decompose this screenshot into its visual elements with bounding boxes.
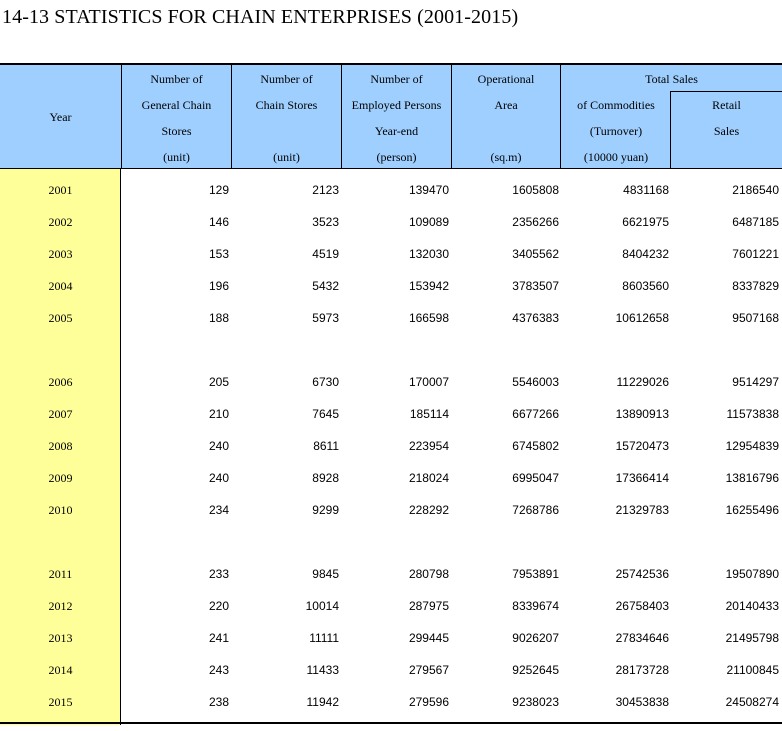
value-cell: 20140433 [725, 599, 779, 613]
value-cell: 25742536 [615, 567, 669, 581]
value-cell: 3405562 [512, 247, 559, 261]
value-cell: 299445 [408, 631, 449, 645]
header-text: Number of [150, 72, 203, 86]
header-general-chain-stores [122, 65, 232, 169]
value-cell: 241 [208, 631, 229, 645]
value-cell: 243 [208, 663, 229, 677]
value-cell: 139470 [408, 183, 449, 197]
value-cell: 153942 [408, 279, 449, 293]
value-cell: 17366414 [615, 471, 669, 485]
header-text: Number of [370, 72, 423, 86]
value-cell: 9026207 [512, 631, 559, 645]
value-cell: 9299 [312, 503, 339, 517]
value-cell: 6730 [312, 375, 339, 389]
value-cell: 13890913 [615, 407, 669, 421]
header-year [0, 65, 122, 169]
value-cell: 223954 [408, 439, 449, 453]
year-cell: 2004 [48, 279, 73, 293]
header-unit: (unit) [163, 150, 190, 164]
value-cell: 185114 [409, 407, 449, 421]
table-bottom-rule [0, 722, 782, 724]
value-cell: 21329783 [615, 503, 669, 517]
year-cell: 2015 [48, 695, 73, 709]
year-cell: 2005 [48, 311, 73, 325]
value-cell: 6487185 [732, 215, 779, 229]
value-cell: 196 [208, 279, 229, 293]
value-cell: 11229026 [616, 375, 669, 389]
year-cell: 2010 [48, 503, 73, 517]
value-cell: 9514297 [732, 375, 779, 389]
value-cell: 238 [208, 695, 229, 709]
page-title: 14-13 STATISTICS FOR CHAIN ENTERPRISES (2001-2015) [2, 6, 519, 28]
value-cell: 8611 [313, 439, 339, 453]
value-cell: 240 [208, 439, 229, 453]
value-cell: 210 [208, 407, 229, 421]
table-row [0, 302, 782, 334]
value-cell: 240 [208, 471, 229, 485]
table-row [0, 558, 782, 590]
value-cell: 7645 [312, 407, 339, 421]
value-cell: 8404232 [622, 247, 669, 261]
value-cell: 170007 [408, 375, 449, 389]
value-cell: 2186540 [732, 183, 779, 197]
header-text: Retail [712, 98, 741, 112]
value-cell: 280798 [408, 567, 449, 581]
header-unit: (10000 yuan) [583, 150, 649, 164]
header-operational-area [452, 65, 561, 169]
table-row [0, 366, 782, 398]
header-text: General Chain [141, 98, 212, 112]
header-text: Year-end [374, 124, 419, 138]
value-cell: 11942 [306, 695, 339, 709]
value-cell: 218024 [408, 471, 449, 485]
value-cell: 5546003 [512, 375, 559, 389]
table-row [0, 654, 782, 686]
value-cell: 233 [208, 567, 229, 581]
value-cell: 228292 [408, 503, 449, 517]
table-row [0, 398, 782, 430]
value-cell: 9252645 [512, 663, 559, 677]
table-row [0, 270, 782, 302]
table-row [0, 462, 782, 494]
value-cell: 109089 [408, 215, 449, 229]
value-cell: 2356266 [512, 215, 559, 229]
value-cell: 8339674 [512, 599, 559, 613]
value-cell: 6677266 [512, 407, 559, 421]
value-cell: 287975 [408, 599, 449, 613]
value-cell: 4519 [312, 247, 339, 261]
year-cell: 2006 [48, 375, 73, 389]
value-cell: 13816796 [725, 471, 779, 485]
value-cell: 15720473 [615, 439, 669, 453]
value-cell: 5432 [312, 279, 339, 293]
value-cell: 153 [208, 247, 229, 261]
value-cell: 11433 [306, 663, 339, 677]
value-cell: 8928 [312, 471, 339, 485]
value-cell: 12954839 [725, 439, 779, 453]
value-cell: 8603560 [622, 279, 669, 293]
year-cell: 2012 [48, 599, 73, 613]
value-cell: 9845 [312, 567, 339, 581]
value-cell: 234 [208, 503, 229, 517]
value-cell: 3783507 [512, 279, 559, 293]
year-cell: 2003 [48, 247, 73, 261]
table-row [0, 238, 782, 270]
header-total-sales-label: Total Sales [645, 72, 698, 86]
value-cell: 26758403 [615, 599, 669, 613]
statistics-table [0, 63, 782, 725]
value-cell: 129 [208, 183, 229, 197]
table-row [0, 494, 782, 526]
value-cell: 5973 [312, 311, 339, 325]
header-text: Area [494, 98, 518, 112]
value-cell: 132030 [408, 247, 449, 261]
value-cell: 4376383 [512, 311, 559, 325]
value-cell: 6621975 [622, 215, 669, 229]
value-cell: 30453838 [615, 695, 669, 709]
value-cell: 279596 [408, 695, 449, 709]
header-text: Sales [713, 124, 740, 138]
header-unit: (sq.m) [490, 150, 522, 164]
header-text: Number of [260, 72, 313, 86]
table-header [0, 63, 782, 169]
value-cell: 4831168 [623, 183, 669, 197]
value-cell: 21495798 [725, 631, 779, 645]
header-text: of Commodities [577, 98, 655, 112]
year-cell: 2009 [48, 471, 73, 485]
value-cell: 11111 [309, 631, 339, 645]
value-cell: 9238023 [512, 695, 559, 709]
value-cell: 205 [208, 375, 229, 389]
header-text: Chain Stores [255, 98, 318, 112]
header-chain-stores [232, 65, 342, 169]
header-unit: (unit) [273, 150, 300, 164]
value-cell: 6745802 [512, 439, 559, 453]
value-cell: 279567 [408, 663, 449, 677]
value-cell: 16255496 [725, 503, 779, 517]
value-cell: 188 [208, 311, 229, 325]
table-row [0, 174, 782, 206]
table-row [0, 686, 782, 718]
header-total-sales-group [561, 65, 782, 169]
value-cell: 28173728 [615, 663, 669, 677]
year-cell: 2008 [48, 439, 73, 453]
year-cell: 2013 [48, 631, 73, 645]
value-cell: 10612658 [615, 311, 669, 325]
value-cell: 146 [208, 215, 229, 229]
table-row [0, 206, 782, 238]
value-cell: 10014 [305, 599, 339, 613]
year-cell: 2007 [48, 407, 73, 421]
value-cell: 2123 [312, 183, 339, 197]
header-text: (Turnover) [589, 124, 643, 138]
value-cell: 8337829 [732, 279, 779, 293]
header-text: Stores [161, 124, 192, 138]
value-cell: 11573838 [726, 407, 779, 421]
value-cell: 1605808 [512, 183, 559, 197]
year-cell: 2002 [48, 215, 73, 229]
value-cell: 19507890 [725, 567, 779, 581]
value-cell: 3523 [312, 215, 339, 229]
year-cell: 2014 [48, 663, 73, 677]
value-cell: 7601221 [732, 247, 779, 261]
value-cell: 7953891 [512, 567, 559, 581]
value-cell: 220 [208, 599, 229, 613]
table-row [0, 430, 782, 462]
value-cell: 24508274 [725, 695, 779, 709]
header-text: Operational [477, 72, 535, 86]
header-text: Employed Persons [351, 98, 442, 112]
table-row [0, 590, 782, 622]
value-cell: 27834646 [615, 631, 669, 645]
value-cell: 166598 [408, 311, 449, 325]
value-cell: 7268786 [512, 503, 559, 517]
value-cell: 21100845 [726, 663, 779, 677]
value-cell: 9507168 [732, 311, 779, 325]
table-row [0, 622, 782, 654]
year-cell: 2001 [48, 183, 73, 197]
value-cell: 6995047 [512, 471, 559, 485]
header-year-label: Year [49, 110, 72, 124]
header-employed-persons [342, 65, 452, 169]
year-cell: 2011 [48, 567, 73, 581]
header-unit: (person) [376, 150, 417, 164]
